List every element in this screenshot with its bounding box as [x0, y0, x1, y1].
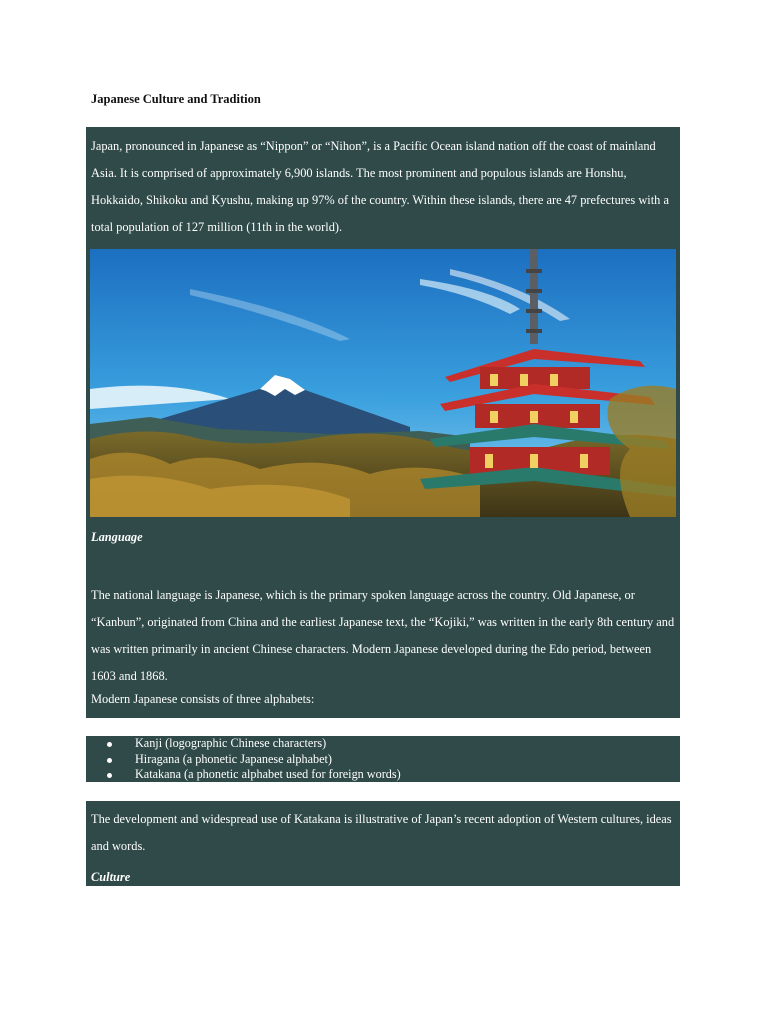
katakana-paragraph: The development and widespread use of Katakana is illustrative of Japan’s recent adoption of Western cultures, ideas and words.: [91, 812, 672, 853]
intro-panel: [86, 127, 680, 592]
mount-fuji-pagoda-photo: [90, 249, 676, 517]
katakana-panel: [86, 801, 680, 886]
page-title: Japanese Culture and Tradition: [91, 92, 261, 106]
alphabets-list-panel: [86, 736, 680, 782]
language-heading: Language: [91, 530, 143, 544]
list-item: Kanji (logographic Chinese characters): [130, 736, 680, 752]
intro-paragraph: Japan, pronounced in Japanese as “Nippon” or “Nihon”, is a Pacific Ocean island nation off the coast of mainland Asia. It is comprised of approximately 6,900 islands. The most prominent and populous islands are Honshu, Hokkaido, Shikoku and Kyushu, making up 97% of the country. Within these islands, there are 47 prefectures with a total population of 127 million (11th in the world).: [91, 139, 669, 234]
culture-heading: Culture: [91, 870, 131, 884]
list-item: Hiragana (a phonetic Japanese alphabet): [130, 752, 680, 768]
language-paragraph: The national language is Japanese, which is the primary spoken language across the country. Old Japanese, or “Kanbun”, originated from China and the earliest Japanese text, the “Kojiki,” was written in the early 8th century and was written primarily in ancient Chinese characters. Modern Japanese developed during the Edo period, between 1603 and 1868.: [91, 588, 675, 683]
alphabets-intro: Modern Japanese consists of three alphabets:: [91, 692, 315, 706]
language-panel: [86, 588, 680, 718]
alphabets-list: [86, 736, 680, 783]
list-item: Katakana (a phonetic alphabet used for foreign words): [130, 767, 680, 783]
